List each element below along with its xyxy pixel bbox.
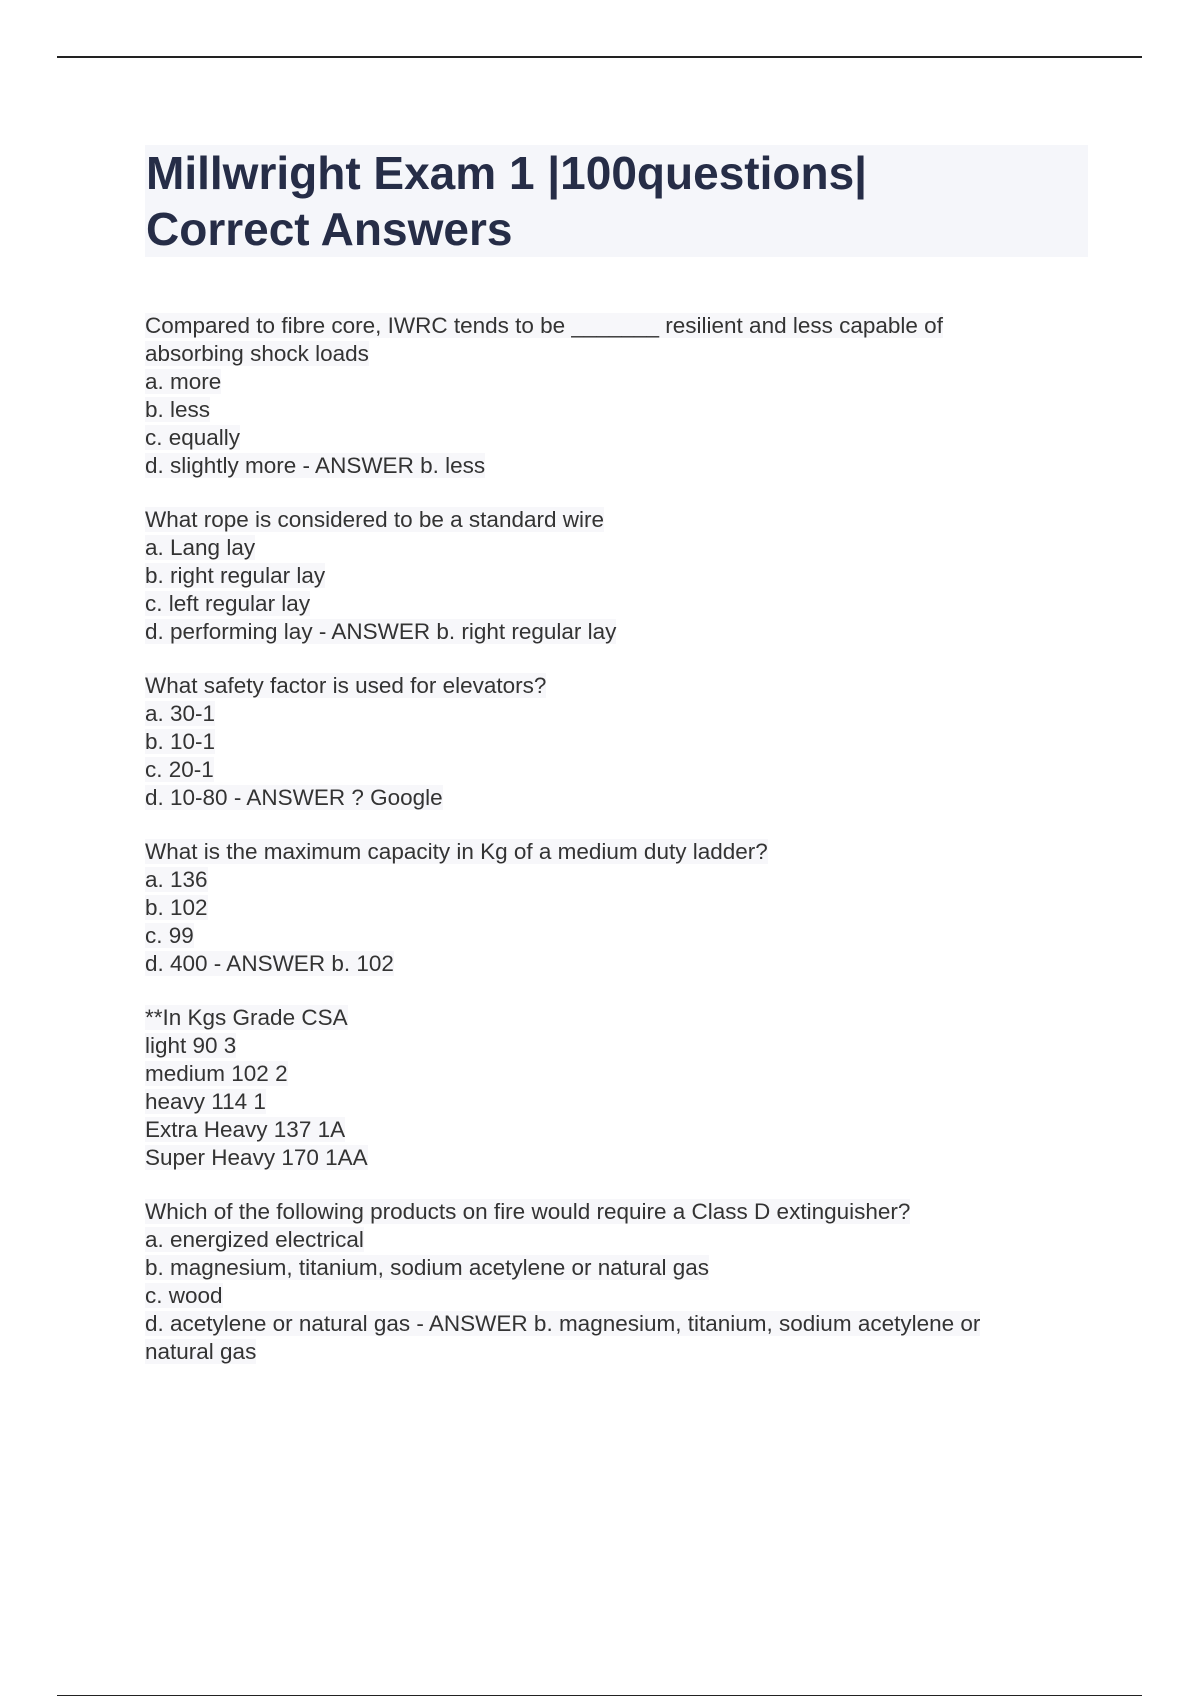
question-block — [145, 672, 1065, 812]
note-line: Super Heavy 170 1AA — [145, 1145, 368, 1170]
title-line-1: Millwright Exam 1 |100questions| — [146, 147, 868, 199]
answer-option: a. Lang lay — [145, 535, 256, 560]
answer-option: d. 400 - ANSWER b. 102 — [145, 951, 394, 976]
answer-option: b. right regular lay — [145, 563, 326, 588]
question-block — [145, 312, 1065, 480]
answer-option: a. 30-1 — [145, 701, 216, 726]
answer-option: a. energized electrical — [145, 1227, 364, 1252]
answer-option: d. acetylene or natural gas - ANSWER b. magnesium, titanium, sodium acetylene or — [145, 1311, 981, 1336]
note-line: Extra Heavy 137 1A — [145, 1117, 346, 1142]
question-text: What is the maximum capacity in Kg of a medium duty ladder? — [145, 839, 768, 864]
document-title — [145, 145, 1088, 257]
answer-option: b. 10-1 — [145, 729, 216, 754]
question-text: What rope is considered to be a standard wire — [145, 507, 604, 532]
footer-rule — [57, 1695, 1142, 1696]
answer-option: c. left regular lay — [145, 591, 311, 616]
note-line: light 90 3 — [145, 1033, 237, 1058]
note-line: **In Kgs Grade CSA — [145, 1005, 348, 1030]
answer-option: c. equally — [145, 425, 241, 450]
answer-option: natural gas — [145, 1339, 257, 1364]
question-block — [145, 1198, 1065, 1366]
answer-option: c. 20-1 — [145, 757, 214, 782]
answer-option: d. slightly more - ANSWER b. less — [145, 453, 486, 478]
note-line: medium 102 2 — [145, 1061, 288, 1086]
question-text: Compared to fibre core, IWRC tends to be _______ resilient and less capable of — [145, 313, 943, 338]
note-line: heavy 114 1 — [145, 1089, 266, 1114]
question-block — [145, 838, 1065, 978]
header-rule — [57, 56, 1142, 58]
question-text: absorbing shock loads — [145, 341, 369, 366]
answer-option: d. 10-80 - ANSWER ? Google — [145, 785, 443, 810]
note-block — [145, 1004, 1065, 1172]
question-text: Which of the following products on fire would require a Class D extinguisher? — [145, 1199, 911, 1224]
document-body — [145, 312, 1065, 1392]
question-block — [145, 506, 1065, 646]
answer-option: b. magnesium, titanium, sodium acetylene or natural gas — [145, 1255, 710, 1280]
answer-option: d. performing lay - ANSWER b. right regular lay — [145, 619, 617, 644]
answer-option: c. 99 — [145, 923, 194, 948]
answer-option: c. wood — [145, 1283, 223, 1308]
question-text: What safety factor is used for elevators? — [145, 673, 547, 698]
answer-option: b. 102 — [145, 895, 208, 920]
answer-option: b. less — [145, 397, 211, 422]
answer-option: a. more — [145, 369, 222, 394]
answer-option: a. 136 — [145, 867, 208, 892]
title-line-2: Correct Answers — [146, 203, 513, 255]
